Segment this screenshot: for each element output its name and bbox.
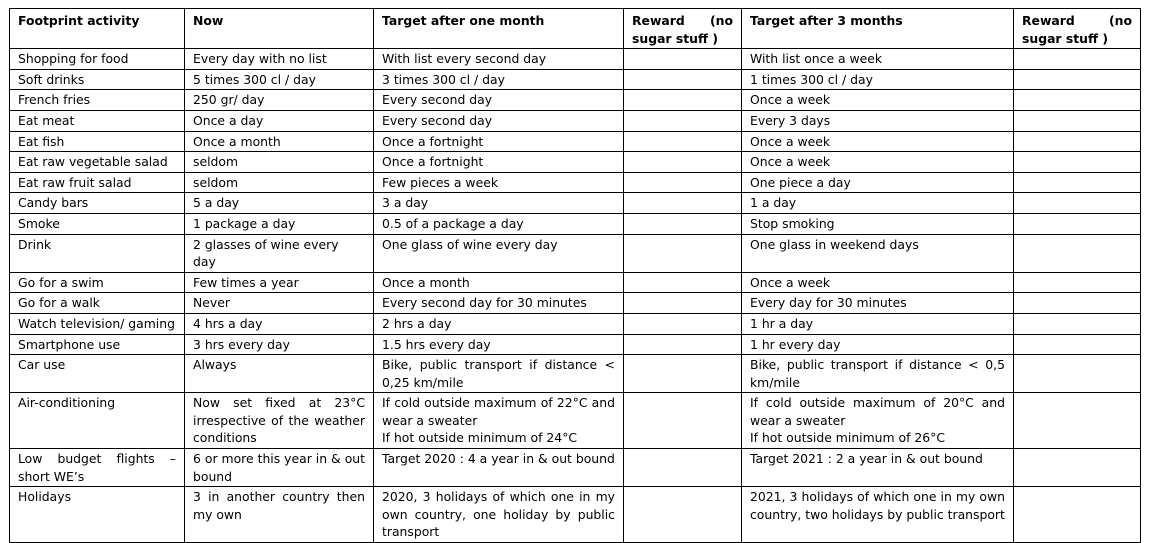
table-cell (1014, 487, 1141, 543)
table-cell: seldom (185, 152, 374, 173)
table-row (10, 293, 1141, 314)
table-cell: 2 hrs a day (374, 313, 624, 334)
table-row (10, 334, 1141, 355)
table-cell: 3 in another country then my own (185, 487, 374, 543)
table-cell: Every second day for 30 minutes (374, 293, 624, 314)
table-cell: Every second day (374, 90, 624, 111)
table-cell (624, 355, 742, 393)
table-cell: Once a week (742, 152, 1014, 173)
table-cell: 0.5 of a package a day (374, 213, 624, 234)
table-cell: Stop smoking (742, 213, 1014, 234)
table-cell: Eat raw vegetable salad (10, 152, 185, 173)
table-cell: French fries (10, 90, 185, 111)
table-cell (624, 152, 742, 173)
table-cell: Once a month (374, 272, 624, 293)
table-cell: 5 times 300 cl / day (185, 69, 374, 90)
table-cell: Once a day (185, 110, 374, 131)
table-row (10, 131, 1141, 152)
table-cell: 5 a day (185, 193, 374, 214)
table-cell: Few times a year (185, 272, 374, 293)
table-row (10, 272, 1141, 293)
table-cell: 3 times 300 cl / day (374, 69, 624, 90)
table-cell: Never (185, 293, 374, 314)
table-cell (1014, 213, 1141, 234)
table-cell (1014, 193, 1141, 214)
footprint-plan-table (9, 8, 1141, 543)
table-cell: Go for a walk (10, 293, 185, 314)
table-cell (1014, 313, 1141, 334)
table-header-row (10, 9, 1141, 49)
table-cell: 3 a day (374, 193, 624, 214)
table-cell: Car use (10, 355, 185, 393)
table-row (10, 313, 1141, 334)
table-cell (1014, 449, 1141, 487)
table-cell (624, 90, 742, 111)
table-cell: 1.5 hrs every day (374, 334, 624, 355)
column-header: Reward (no sugar stuff ) (624, 9, 742, 49)
table-row (10, 49, 1141, 70)
table-cell (1014, 272, 1141, 293)
table-cell: Eat raw fruit salad (10, 172, 185, 193)
table-cell: Eat meat (10, 110, 185, 131)
column-header: Target after one month (374, 9, 624, 49)
table-cell (624, 49, 742, 70)
table-cell: Low budget flights – short WE’s (10, 449, 185, 487)
table-cell (624, 69, 742, 90)
table-cell (624, 110, 742, 131)
table-cell: Shopping for food (10, 49, 185, 70)
table-cell (624, 272, 742, 293)
table-row (10, 213, 1141, 234)
table-cell: Target 2021 : 2 a year in & out bound (742, 449, 1014, 487)
table-cell: Eat fish (10, 131, 185, 152)
table-cell (1014, 393, 1141, 449)
table-cell: If cold outside maximum of 20°C and wear a sweater If hot outside minimum of 26°C (742, 393, 1014, 449)
table-cell: Bike, public transport if distance < 0,25 km/mile (374, 355, 624, 393)
table-cell: 6 or more this year in & out bound (185, 449, 374, 487)
table-cell (624, 293, 742, 314)
table-cell (1014, 69, 1141, 90)
table-cell: Now set fixed at 23°C irrespective of the weather conditions (185, 393, 374, 449)
table-row (10, 172, 1141, 193)
table-cell: Bike, public transport if distance < 0,5 km/mile (742, 355, 1014, 393)
table-cell: 2020, 3 holidays of which one in my own country, one holiday by public transport (374, 487, 624, 543)
table-cell: Air-conditioning (10, 393, 185, 449)
table-row (10, 193, 1141, 214)
table-cell: Every day for 30 minutes (742, 293, 1014, 314)
table-cell: One piece a day (742, 172, 1014, 193)
table-cell (624, 449, 742, 487)
table-row (10, 487, 1141, 543)
table-cell: Smartphone use (10, 334, 185, 355)
table-cell (1014, 110, 1141, 131)
table-cell: Always (185, 355, 374, 393)
table-cell: Holidays (10, 487, 185, 543)
table-row (10, 449, 1141, 487)
table-cell (1014, 355, 1141, 393)
table-cell: With list every second day (374, 49, 624, 70)
table-row (10, 355, 1141, 393)
table-cell: seldom (185, 172, 374, 193)
table-cell: 4 hrs a day (185, 313, 374, 334)
table-cell (624, 193, 742, 214)
table-cell: 1 times 300 cl / day (742, 69, 1014, 90)
table-cell: 2 glasses of wine every day (185, 234, 374, 272)
table-cell: Every second day (374, 110, 624, 131)
table-cell (624, 172, 742, 193)
table-cell: Smoke (10, 213, 185, 234)
table-cell: If cold outside maximum of 22°C and wear a sweater If hot outside minimum of 24°C (374, 393, 624, 449)
table-cell: 250 gr/ day (185, 90, 374, 111)
table-cell: Watch television/ gaming (10, 313, 185, 334)
table-cell (1014, 293, 1141, 314)
table-cell (624, 213, 742, 234)
table-cell: Drink (10, 234, 185, 272)
table-row (10, 393, 1141, 449)
table-cell (1014, 234, 1141, 272)
table-cell: 1 a day (742, 193, 1014, 214)
table-cell: Every day with no list (185, 49, 374, 70)
table-cell: Once a fortnight (374, 152, 624, 173)
table-cell: 1 hr every day (742, 334, 1014, 355)
column-header: Now (185, 9, 374, 49)
table-cell: Once a week (742, 131, 1014, 152)
table-cell (624, 334, 742, 355)
table-row (10, 110, 1141, 131)
table-cell (624, 234, 742, 272)
table-cell: Every 3 days (742, 110, 1014, 131)
table-body (10, 49, 1141, 543)
table-cell: Once a month (185, 131, 374, 152)
table-cell: 1 hr a day (742, 313, 1014, 334)
table-cell: Go for a swim (10, 272, 185, 293)
table-cell: Candy bars (10, 193, 185, 214)
table-cell: 3 hrs every day (185, 334, 374, 355)
table-cell: Once a week (742, 272, 1014, 293)
table-cell (1014, 172, 1141, 193)
table-cell: Soft drinks (10, 69, 185, 90)
table-cell (1014, 90, 1141, 111)
table-cell: 2021, 3 holidays of which one in my own country, two holidays by public transport (742, 487, 1014, 543)
table-cell: Target 2020 : 4 a year in & out bound (374, 449, 624, 487)
table-cell: Once a week (742, 90, 1014, 111)
table-cell: Few pieces a week (374, 172, 624, 193)
table-cell (1014, 49, 1141, 70)
table-row (10, 90, 1141, 111)
table-cell (1014, 152, 1141, 173)
table-cell: One glass of wine every day (374, 234, 624, 272)
column-header: Target after 3 months (742, 9, 1014, 49)
table-row (10, 152, 1141, 173)
table-cell (624, 313, 742, 334)
table-cell (1014, 334, 1141, 355)
table-cell: One glass in weekend days (742, 234, 1014, 272)
table-cell (624, 131, 742, 152)
table-cell (624, 393, 742, 449)
table-row (10, 234, 1141, 272)
table-cell: With list once a week (742, 49, 1014, 70)
column-header: Footprint activity (10, 9, 185, 49)
table-cell (1014, 131, 1141, 152)
table-cell: 1 package a day (185, 213, 374, 234)
table-cell (624, 487, 742, 543)
table-cell: Once a fortnight (374, 131, 624, 152)
column-header: Reward (no sugar stuff ) (1014, 9, 1141, 49)
table-row (10, 69, 1141, 90)
